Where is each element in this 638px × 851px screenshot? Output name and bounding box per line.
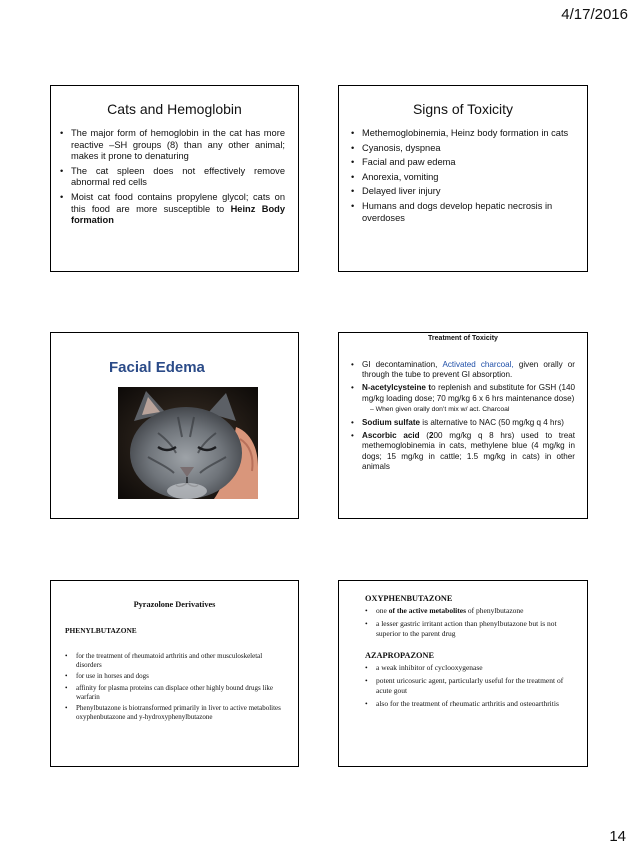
list-item: • The major form of hemoglobin in the cat has more reactive –SH groups (8) than any other animal; makes it prone to denaturing: [60, 128, 285, 163]
bullet-bold-text: Sodium sulfate: [362, 418, 421, 428]
list-item: • for use in horses and dogs: [65, 672, 284, 681]
slide-title: Pyrazolone Derivatives: [133, 600, 216, 609]
slide-facial-edema: [50, 332, 299, 519]
list-item: • for the treatment of rheumatoid arthritis and other musculoskeletal disorders: [65, 652, 284, 670]
list-item: [351, 418, 575, 428]
list-item: [60, 192, 285, 227]
section-heading: PHENYLBUTAZONE: [65, 626, 137, 635]
slide-title: Facial Edema: [109, 359, 205, 376]
bullet-bold-text: of the active metabolites: [388, 606, 466, 615]
bullet-list: [365, 663, 575, 709]
list-item: • Humans and dogs develop hepatic necrosis in overdoses: [351, 201, 575, 224]
bullet-list: [351, 360, 575, 472]
bullet-text: GI decontamination,: [362, 360, 443, 369]
section-heading: OXYPHENBUTAZONE: [365, 594, 453, 603]
list-item: • Cyanosis, dyspnea: [351, 143, 575, 155]
list-item: • affinity for plasma proteins can displace other highly bound drugs like warfarin: [65, 684, 284, 702]
list-item: • also for the treatment of rheumatic arthritis and osteoarthritis: [365, 699, 575, 709]
list-item: • Facial and paw edema: [351, 157, 575, 169]
slide-title: Signs of Toxicity: [412, 101, 514, 117]
sub-list: [370, 405, 575, 415]
bullet-text: (: [419, 431, 429, 441]
bullet-text: of phenylbutazone: [466, 606, 524, 615]
bullet-list: [60, 128, 285, 227]
slide-treatment-of-toxicity: [338, 332, 588, 519]
slide-cats-hemoglobin: [50, 85, 299, 272]
print-date: 4/17/2016: [561, 6, 628, 23]
slide-title: Treatment of Toxicity: [428, 335, 498, 342]
bullet-text: is alternative to NAC (50 mg/kg q 4 hrs): [420, 418, 564, 428]
bullet-text: o replenish and substitute for GSH (140 mg/kg loading dose; 70 mg/kg 6 x 6 hrs maintenance dose): [362, 383, 575, 403]
bullet-list: [351, 128, 575, 224]
section-heading: AZAPROPAZONE: [365, 651, 434, 660]
page-number: 14: [609, 828, 626, 845]
bullet-text: 00 mg/kg q 8 hrs) used to treat methemoglobinemia in cats, methylene blue (4 mg/kg in dogs; 15 mg/kg in cattle; 1.5 mg/kg in cats) in other animals: [362, 431, 575, 471]
list-item: • Phenylbutazone is biotransformed primarily in liver to active metabolites oxyphenbutazone and y-hydroxyphenylbutazone: [65, 704, 284, 722]
bullet-text: one: [376, 606, 389, 615]
slide-signs-of-toxicity: [338, 85, 588, 272]
cat-face-photo: [118, 387, 258, 499]
list-item: [365, 606, 575, 616]
highlight-text: Activated charcoal,: [442, 360, 514, 369]
bullet-list: [365, 606, 575, 639]
bullet-bold-text: Heinz Body formation: [71, 203, 285, 226]
bullet-bold-text: N-acetylcysteine t: [362, 383, 432, 393]
sub-list-item: – When given orally don’t mix w/ act. Charcoal: [370, 405, 575, 415]
list-item: [351, 431, 575, 472]
slide-oxyphenbutazone-azapropazone: [338, 580, 588, 767]
list-item: • a lesser gastric irritant action than phenylbutazone but is not superior to the parent drug: [365, 619, 575, 639]
bullet-list: [65, 652, 284, 722]
slide-title: Cats and Hemoglobin: [107, 101, 242, 117]
list-item: • Methemoglobinemia, Heinz body formation in cats: [351, 128, 575, 140]
list-item: • potent uricosuric agent, particularly useful for the treatment of acute gout: [365, 676, 575, 696]
bullet-text: Moist cat food contains propylene glycol; cats on this food are more susceptible to: [71, 191, 285, 214]
bullet-bold-text: Ascorbic acid: [362, 431, 420, 441]
list-item: [351, 360, 575, 380]
bullet-text: given orally or through the tube to prevent GI absorption.: [362, 360, 575, 380]
bullet-bold-text: 2: [428, 431, 434, 441]
list-item: • Anorexia, vomiting: [351, 172, 575, 184]
slide-pyrazolone-derivatives: [50, 580, 299, 767]
list-item: • a weak inhibitor of cyclooxygenase: [365, 663, 575, 673]
list-item: • Delayed liver injury: [351, 186, 575, 198]
list-item: [351, 383, 575, 415]
list-item: • The cat spleen does not effectively remove abnormal red cells: [60, 166, 285, 189]
